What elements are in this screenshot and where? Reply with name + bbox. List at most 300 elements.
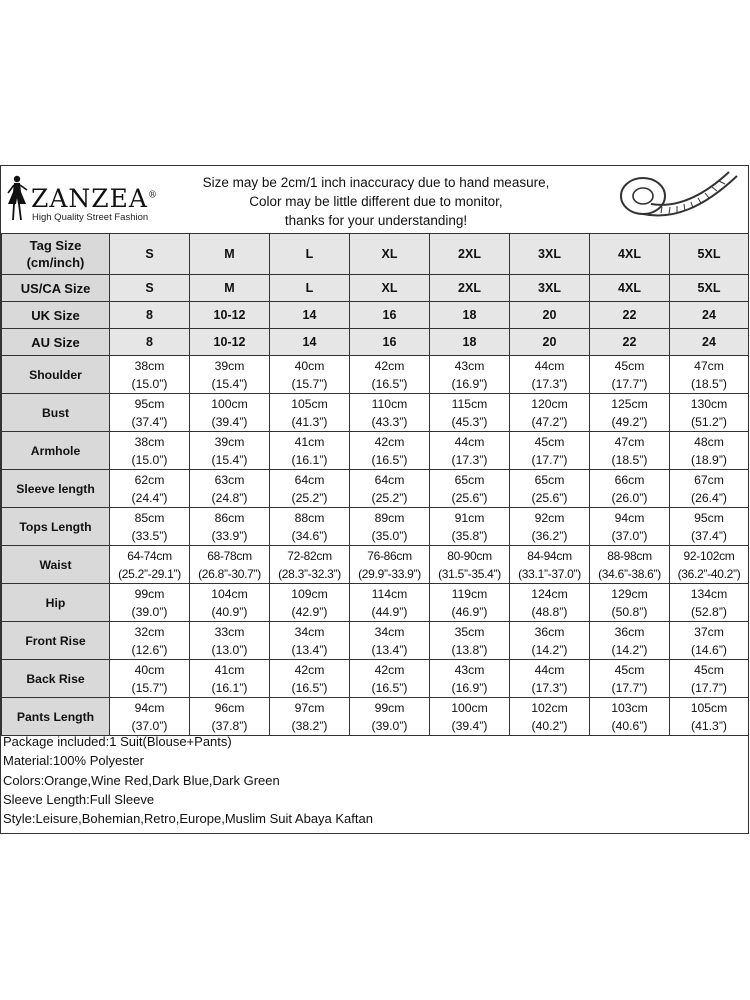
cm-value: 95cm: [134, 396, 165, 411]
notice-line: Color may be little different due to monitor,: [249, 194, 503, 209]
measurement-cell: [670, 622, 749, 660]
cm-value: 94cm: [134, 700, 165, 715]
cm-value: 115cm: [451, 396, 488, 411]
cm-value: 43cm: [454, 358, 485, 373]
cm-value: 65cm: [534, 472, 565, 487]
inch-value: (39.4”): [451, 718, 488, 733]
measurement-row: [2, 394, 749, 432]
size-notice: [176, 173, 576, 230]
measurement-cell: [510, 546, 590, 584]
inch-value: (15.0”): [131, 452, 168, 467]
row-label: Back Rise: [2, 660, 110, 698]
size-value: 14: [270, 329, 350, 356]
measurement-cell: [430, 660, 510, 698]
cm-value: 34cm: [294, 624, 325, 639]
cm-value: 129cm: [611, 586, 648, 601]
size-value: M: [190, 234, 270, 275]
inch-value: (24.8”): [211, 490, 248, 505]
inch-value: (16.5”): [371, 680, 408, 695]
inch-value: (24.4”): [131, 490, 168, 505]
cm-value: 36cm: [614, 624, 645, 639]
inch-value: (25.2”-29.1”): [118, 566, 181, 581]
cm-value: 48cm: [694, 434, 724, 449]
inch-value: (37.0”): [131, 718, 168, 733]
measurement-cell: [350, 508, 430, 546]
inch-value: (44.9”): [371, 604, 408, 619]
inch-value: (38.2”): [291, 718, 328, 733]
inch-value: (16.5”): [291, 680, 328, 695]
cm-value: 65cm: [454, 472, 485, 487]
size-value: XL: [350, 234, 430, 275]
cm-value: 64cm: [374, 472, 405, 487]
size-value: 3XL: [510, 275, 590, 302]
cm-value: 39cm: [214, 434, 245, 449]
measurement-row: [2, 470, 749, 508]
inch-value: (17.7”): [691, 680, 727, 695]
measurement-cell: [190, 546, 270, 584]
measurement-cell: [430, 470, 510, 508]
inch-value: (34.6”): [291, 528, 328, 543]
measurement-cell: [590, 584, 670, 622]
measurement-cell: [510, 470, 590, 508]
cm-value: 40cm: [134, 662, 165, 677]
product-info: [3, 732, 373, 828]
cm-value: 105cm: [291, 396, 328, 411]
row-label: Tag Size (cm/inch): [2, 234, 110, 275]
cm-value: 64-74cm: [127, 548, 172, 563]
cm-value: 110cm: [371, 396, 408, 411]
cm-value: 96cm: [214, 700, 245, 715]
measurement-cell: [270, 394, 350, 432]
row-label: Front Rise: [2, 622, 110, 660]
size-value: 2XL: [430, 275, 510, 302]
brand-tagline: High Quality Street Fashion: [32, 212, 149, 223]
measurement-cell: [270, 584, 350, 622]
inch-value: (36.2”-40.2”): [677, 566, 741, 581]
cm-value: 40cm: [294, 358, 325, 373]
measurement-cell: [670, 508, 749, 546]
measurement-cell: [270, 508, 350, 546]
row-label: Shoulder: [2, 356, 110, 394]
row-label: UK Size: [2, 302, 110, 329]
inch-value: (46.9”): [451, 604, 488, 619]
cm-value: 119cm: [451, 586, 488, 601]
row-label: AU Size: [2, 329, 110, 356]
measurement-cell: [430, 622, 510, 660]
cm-value: 124cm: [531, 586, 568, 601]
cm-value: 64cm: [294, 472, 325, 487]
cm-value: 134cm: [690, 586, 728, 601]
cm-value: 45cm: [614, 358, 645, 373]
size-value: 5XL: [670, 275, 749, 302]
measurement-cell: [270, 432, 350, 470]
cm-value: 120cm: [531, 396, 568, 411]
size-chart: [0, 165, 749, 834]
cm-value: 76-86cm: [367, 548, 412, 563]
cm-value: 45cm: [614, 662, 645, 677]
measurement-cell: [590, 546, 670, 584]
measurement-cell: [270, 698, 350, 736]
inch-value: (14.6”): [691, 642, 727, 657]
notice-line: thanks for your understanding!: [284, 213, 468, 228]
cm-value: 100cm: [451, 700, 488, 715]
cm-value: 86cm: [214, 510, 245, 525]
measurement-cell: [590, 660, 670, 698]
inch-value: (25.2”): [291, 490, 328, 505]
measurement-cell: [270, 660, 350, 698]
size-header-row: [2, 302, 749, 329]
measurement-cell: [590, 698, 670, 736]
size-value: 16: [350, 302, 430, 329]
inch-value: (28.3”-32.3”): [278, 566, 341, 581]
chart-header: [1, 166, 748, 234]
inch-value: (12.6”): [131, 642, 168, 657]
inch-value: (50.8”): [611, 604, 648, 619]
inch-value: (37.8”): [211, 718, 248, 733]
measurement-row: [2, 698, 749, 736]
measuring-tape-icon: [613, 168, 741, 230]
row-label: Hip: [2, 584, 110, 622]
size-value: 16: [350, 329, 430, 356]
cm-value: 80-90cm: [447, 548, 492, 563]
size-value: 22: [590, 329, 670, 356]
cm-value: 92cm: [534, 510, 565, 525]
inch-value: (15.7”): [291, 376, 328, 391]
row-label: Pants Length: [2, 698, 110, 736]
inch-value: (17.7”): [531, 452, 568, 467]
measurement-cell: [350, 660, 430, 698]
measurement-cell: [670, 432, 749, 470]
cm-value: 99cm: [134, 586, 165, 601]
size-value: 22: [590, 302, 670, 329]
inch-value: (31.5”-35.4”): [438, 566, 501, 581]
inch-value: (15.0”): [131, 376, 168, 391]
size-header-row: [2, 234, 749, 275]
size-value: 2XL: [430, 234, 510, 275]
measurement-cell: [270, 470, 350, 508]
cm-value: 44cm: [454, 434, 485, 449]
cm-value: 38cm: [134, 434, 165, 449]
measurement-row: [2, 660, 749, 698]
cm-value: 91cm: [454, 510, 485, 525]
measurement-cell: [670, 394, 749, 432]
measurement-cell: [350, 622, 430, 660]
inch-value: (17.7”): [611, 680, 648, 695]
measurement-cell: [110, 660, 190, 698]
cm-value: 42cm: [374, 662, 405, 677]
inch-value: (37.4”): [691, 528, 727, 543]
measurement-cell: [430, 584, 510, 622]
inch-value: (45.3”): [451, 414, 488, 429]
inch-value: (33.1”-37.0”): [518, 566, 581, 581]
size-value: S: [110, 275, 190, 302]
cm-value: 88cm: [294, 510, 325, 525]
cm-value: 68-78cm: [207, 548, 252, 563]
size-value: 20: [510, 329, 590, 356]
measurement-row: [2, 508, 749, 546]
cm-value: 103cm: [611, 700, 648, 715]
measurement-cell: [190, 584, 270, 622]
cm-value: 92-102cm: [683, 548, 735, 563]
inch-value: (17.7”): [611, 376, 648, 391]
inch-value: (25.6”): [531, 490, 568, 505]
inch-value: (40.9”): [211, 604, 248, 619]
inch-value: (16.9”): [451, 680, 488, 695]
inch-value: (39.0”): [371, 718, 408, 733]
inch-value: (13.0”): [211, 642, 248, 657]
cm-value: 85cm: [134, 510, 165, 525]
inch-value: (35.0”): [371, 528, 408, 543]
size-value: 8: [110, 329, 190, 356]
measurement-cell: [190, 508, 270, 546]
inch-value: (14.2”): [611, 642, 648, 657]
inch-value: (48.8”): [531, 604, 568, 619]
cm-value: 62cm: [134, 472, 165, 487]
measurement-cell: [510, 432, 590, 470]
inch-value: (15.4”): [211, 452, 248, 467]
size-value: M: [190, 275, 270, 302]
measurement-cell: [670, 584, 749, 622]
measurement-cell: [510, 660, 590, 698]
measurement-cell: [590, 508, 670, 546]
measurement-row: [2, 622, 749, 660]
size-value: 10-12: [190, 329, 270, 356]
cm-value: 34cm: [374, 624, 405, 639]
size-value: 20: [510, 302, 590, 329]
inch-value: (13.8”): [451, 642, 488, 657]
row-label: Tops Length: [2, 508, 110, 546]
cm-value: 104cm: [211, 586, 248, 601]
cm-value: 45cm: [534, 434, 565, 449]
row-label: Armhole: [2, 432, 110, 470]
measurement-cell: [350, 584, 430, 622]
size-value: 18: [430, 302, 510, 329]
info-package: Package included:1 Suit(Blouse+Pants): [3, 734, 232, 749]
measurement-cell: [350, 698, 430, 736]
inch-value: (29.9”-33.9”): [358, 566, 421, 581]
measurement-cell: [430, 546, 510, 584]
cm-value: 35cm: [454, 624, 485, 639]
size-header-row: [2, 275, 749, 302]
cm-value: 102cm: [531, 700, 568, 715]
inch-value: (16.1”): [291, 452, 328, 467]
inch-value: (15.7”): [131, 680, 168, 695]
measurement-cell: [110, 698, 190, 736]
cm-value: 47cm: [694, 358, 724, 373]
inch-value: (16.9”): [451, 376, 488, 391]
cm-value: 99cm: [374, 700, 405, 715]
inch-value: (26.8”-30.7”): [198, 566, 261, 581]
measurement-cell: [190, 660, 270, 698]
measurement-cell: [670, 698, 749, 736]
cm-value: 105cm: [690, 700, 728, 715]
inch-value: (18.9”): [691, 452, 727, 467]
measurement-cell: [430, 698, 510, 736]
notice-line: Size may be 2cm/1 inch inaccuracy due to hand measure,: [202, 175, 550, 190]
inch-value: (33.5”): [131, 528, 168, 543]
size-value: 18: [430, 329, 510, 356]
cm-value: 44cm: [534, 358, 565, 373]
cm-value: 39cm: [214, 358, 245, 373]
measurement-cell: [110, 470, 190, 508]
cm-value: 89cm: [374, 510, 405, 525]
inch-value: (37.0”): [611, 528, 648, 543]
cm-value: 42cm: [374, 434, 405, 449]
measurement-cell: [350, 470, 430, 508]
inch-value: (42.9”): [291, 604, 328, 619]
info-material: Material:100% Polyester: [3, 753, 144, 769]
measurement-cell: [190, 432, 270, 470]
inch-value: (40.6”): [611, 718, 648, 733]
measurement-cell: [510, 584, 590, 622]
inch-value: (16.1”): [211, 680, 248, 695]
measurement-cell: [190, 356, 270, 394]
size-value: XL: [350, 275, 430, 302]
measurement-cell: [190, 622, 270, 660]
cm-value: 43cm: [454, 662, 485, 677]
measurement-cell: [670, 546, 749, 584]
cm-value: 37cm: [694, 624, 724, 639]
cm-value: 67cm: [694, 472, 724, 487]
inch-value: (25.2”): [371, 490, 408, 505]
inch-value: (25.6”): [451, 490, 488, 505]
measurement-cell: [110, 584, 190, 622]
inch-value: (26.0”): [611, 490, 648, 505]
cm-value: 130cm: [690, 396, 728, 411]
inch-value: (16.5”): [371, 452, 408, 467]
measurement-cell: [350, 546, 430, 584]
row-label: US/CA Size: [2, 275, 110, 302]
cm-value: 32cm: [134, 624, 165, 639]
size-value: 24: [670, 302, 749, 329]
cm-value: 97cm: [294, 700, 325, 715]
cm-value: 63cm: [214, 472, 245, 487]
cm-value: 44cm: [534, 662, 565, 677]
measurement-cell: [350, 432, 430, 470]
inch-value: (17.3”): [451, 452, 488, 467]
row-label: Bust: [2, 394, 110, 432]
measurement-cell: [430, 432, 510, 470]
info-colors: Colors:Orange,Wine Red,Dark Blue,Dark Green: [3, 772, 280, 788]
brand-name: ZANZEA®: [31, 184, 158, 213]
row-label: Sleeve length: [2, 470, 110, 508]
measurement-cell: [350, 356, 430, 394]
measurement-cell: [110, 508, 190, 546]
cm-value: 109cm: [291, 586, 328, 601]
measurement-cell: [190, 394, 270, 432]
measurement-cell: [110, 356, 190, 394]
size-value: 8: [110, 302, 190, 329]
inch-value: (39.0”): [131, 604, 168, 619]
inch-value: (40.2”): [531, 718, 568, 733]
inch-value: (15.4”): [211, 376, 248, 391]
cm-value: 33cm: [214, 624, 245, 639]
inch-value: (49.2”): [611, 414, 648, 429]
cm-value: 41cm: [214, 662, 245, 677]
cm-value: 36cm: [534, 624, 565, 639]
inch-value: (17.3”): [531, 376, 568, 391]
cm-value: 45cm: [694, 662, 724, 677]
cm-value: 38cm: [134, 358, 165, 373]
measurement-cell: [350, 394, 430, 432]
inch-value: (16.5”): [371, 376, 408, 391]
measurement-cell: [670, 356, 749, 394]
size-value: 10-12: [190, 302, 270, 329]
size-value: 3XL: [510, 234, 590, 275]
inch-value: (39.4”): [211, 414, 248, 429]
inch-value: (17.3”): [531, 680, 568, 695]
measurement-row: [2, 584, 749, 622]
size-value: L: [270, 275, 350, 302]
inch-value: (14.2”): [531, 642, 568, 657]
cm-value: 42cm: [294, 662, 325, 677]
inch-value: (35.8”): [451, 528, 488, 543]
brand-logo: [5, 174, 175, 226]
cm-value: 47cm: [614, 434, 645, 449]
size-value: 5XL: [670, 234, 749, 275]
inch-value: (18.5”): [611, 452, 648, 467]
measurement-cell: [510, 622, 590, 660]
measurement-cell: [110, 546, 190, 584]
measurement-cell: [270, 356, 350, 394]
cm-value: 114cm: [371, 586, 408, 601]
inch-value: (18.5”): [691, 376, 727, 391]
inch-value: (13.4”): [371, 642, 408, 657]
measurement-cell: [510, 394, 590, 432]
cm-value: 41cm: [294, 434, 325, 449]
measurement-row: [2, 432, 749, 470]
cm-value: 95cm: [694, 510, 724, 525]
measurement-cell: [590, 394, 670, 432]
measurement-cell: [510, 508, 590, 546]
row-label: Waist: [2, 546, 110, 584]
measurement-row: [2, 546, 749, 584]
cm-value: 84-94cm: [527, 548, 572, 563]
measurement-cell: [510, 356, 590, 394]
measurement-cell: [670, 660, 749, 698]
cm-value: 125cm: [611, 396, 648, 411]
inch-value: (37.4”): [131, 414, 168, 429]
size-value: 4XL: [590, 234, 670, 275]
size-value: 4XL: [590, 275, 670, 302]
inch-value: (51.2”): [691, 414, 727, 429]
measurement-cell: [430, 508, 510, 546]
measurement-cell: [110, 394, 190, 432]
inch-value: (13.4”): [291, 642, 328, 657]
inch-value: (33.9”): [211, 528, 248, 543]
inch-value: (41.3”): [291, 414, 328, 429]
size-value: L: [270, 234, 350, 275]
measurement-cell: [430, 394, 510, 432]
info-style: Style:Leisure,Bohemian,Retro,Europe,Muslim Suit Abaya Kaftan: [3, 811, 373, 827]
size-header-row: [2, 329, 749, 356]
inch-value: (43.3”): [371, 414, 408, 429]
inch-value: (47.2”): [531, 414, 568, 429]
size-value: 24: [670, 329, 749, 356]
measurement-cell: [190, 470, 270, 508]
inch-value: (41.3”): [691, 718, 727, 733]
cm-value: 94cm: [614, 510, 645, 525]
size-value: S: [110, 234, 190, 275]
info-sleeve: Sleeve Length:Full Sleeve: [3, 791, 155, 807]
inch-value: (36.2”): [531, 528, 568, 543]
measurement-cell: [510, 698, 590, 736]
woman-silhouette-icon: [5, 174, 31, 224]
measurement-cell: [590, 356, 670, 394]
measurement-cell: [590, 622, 670, 660]
size-table: [1, 233, 749, 736]
measurement-cell: [270, 546, 350, 584]
